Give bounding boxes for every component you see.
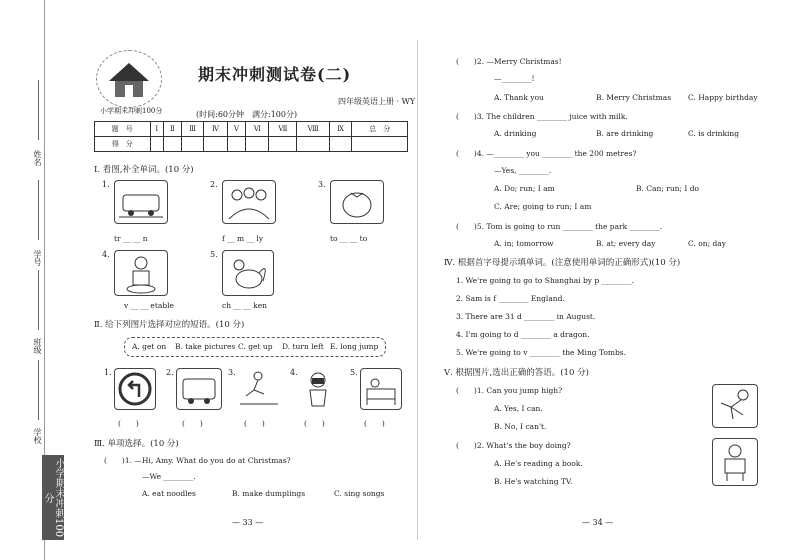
s3-q2-option-c: C. Happy birthday [688,93,758,102]
s4-line-2: 2. Sam is f ________ England. [456,294,565,303]
get-up-picture [360,368,402,410]
score-cell[interactable] [352,137,408,152]
score-header: Ⅳ [204,122,227,137]
tomato-picture [330,180,384,224]
vegetable-icon [115,251,167,295]
s2-num-4: 4. [290,368,298,377]
school-label: 学校 [33,428,42,444]
family-picture [222,180,276,224]
word-family: f __ m __ ly [222,234,264,243]
jumping-boy-icon [713,385,757,427]
tomato-icon [331,181,383,223]
s1-num-5: 5. [210,250,218,259]
page-title: 期末冲刺测试卷(二) [198,65,352,84]
s2-num-1: 1. [104,368,112,377]
score-cell[interactable] [269,137,297,152]
student-id-blank [38,180,39,240]
answer-bracket[interactable]: ( ) [304,419,325,428]
s2-num-2: 2. [166,368,174,377]
s3-q5-option-b: B. at; every day [596,239,656,248]
page-number-right: — 34 — [582,518,614,527]
score-table [94,121,408,152]
s3-q3-option-a: A. drinking [494,129,537,138]
class-blank [38,270,39,330]
s5-q2: ( )2. What's the boy doing? [456,441,571,450]
s3-q4-answer: —Yes, ________. [494,166,552,175]
score-header: Ⅴ [227,122,246,137]
s1-num-3: 3. [318,180,326,189]
answer-bracket[interactable]: ( ) [182,419,203,428]
section-3-title: Ⅲ. 单项选择。(10 分) [94,439,179,449]
jumping-picture [712,384,758,428]
s3-q4-option-c: C. Are; going to run; I am [494,202,592,211]
logo [96,50,162,108]
answer-bracket[interactable]: ( ) [244,419,265,428]
long-jump-picture [236,368,282,408]
boy-reading-icon [713,439,757,485]
s3-q5-option-a: A. in; tomorrow [494,239,554,248]
bus-picture [176,368,222,410]
answer-bracket[interactable]: ( ) [118,419,139,428]
word-chicken: ch __ __ ken [222,301,267,310]
s3-q2-option-a: A. Thank you [494,93,544,102]
chicken-picture [222,250,274,296]
option-e: E. long jump [330,342,379,351]
class-label: 班级 [33,338,42,354]
score-cell[interactable] [227,137,246,152]
s4-line-4: 4. I'm going to d ________ a dragon. [456,330,590,339]
brand-badge: 小学期末冲刺100分 [42,455,64,540]
score-header: Ⅵ [246,122,269,137]
s3-q4-option-b: B. Can; run; I do [636,184,700,193]
section-1-title: Ⅰ. 看图,补全单词。(10 分) [94,165,194,175]
s3-q1: ( )1. —Hi, Amy. What do you do at Christmas? [104,456,291,465]
score-header: Ⅱ [163,122,181,137]
score-cell[interactable] [204,137,227,152]
option-b: B. take pictures [175,342,236,351]
s3-q2-answer: —________! [494,74,535,83]
bed-icon [361,369,401,409]
s3-q2-option-b: B. Merry Christmas [596,93,672,102]
family-icon [223,181,275,223]
camera-boy-icon [298,368,338,408]
s4-line-3: 3. There are 31 d ________ in August. [456,312,596,321]
score-row-label: 得 分 [95,137,151,152]
name-blank [38,80,39,140]
s3-q4-option-a: A. Do; run; I am [494,184,555,193]
s1-num-1: 1. [102,180,110,189]
bus-icon [177,369,221,409]
score-header: Ⅶ [269,122,297,137]
s3-q3-option-b: B. are drinking [596,129,654,138]
s3-q5: ( )5. Tom is going to run ________ the park ________. [456,222,662,231]
train-picture [114,180,168,224]
s3-q1-option-a: A. eat noodles [142,489,196,498]
s4-line-5: 5. We're going to v ________ the Ming Tombs. [456,348,627,357]
score-header: 题 号 [95,122,151,137]
house-logo-icon [97,51,161,107]
s3-q1-option-b: B. make dumplings [232,489,306,498]
turn-left-sign-icon [115,369,155,409]
camera-picture [298,368,338,408]
boy-picture [712,438,758,486]
word-tomato: to __ __ to [330,234,368,243]
score-cell[interactable] [297,137,329,152]
s3-q1-answer: —We ________. [142,472,196,481]
word-train: tr __ __ n [114,234,148,243]
s3-q1-option-c: C. sing songs [334,489,385,498]
section-5-title: Ⅴ. 根据图片,选出正确的答语。(10 分) [444,368,589,378]
score-cell[interactable] [246,137,269,152]
s1-num-2: 2. [210,180,218,189]
option-d: D. turn left [282,342,324,351]
option-a: A. get on [132,342,167,351]
s3-q3: ( )3. The children ________ juice with milk. [456,112,628,121]
s5-q1-option-a: A. Yes, I can. [494,404,543,413]
score-header: 总 分 [352,122,408,137]
score-cell[interactable] [163,137,181,152]
s1-num-4: 4. [102,250,110,259]
score-header: Ⅲ [181,122,204,137]
s3-q3-option-c: C. is drinking [688,129,740,138]
word-vegetable: v __ __ etable [124,301,174,310]
logo-caption: 小学期末冲刺100分 [100,107,163,115]
chicken-icon [223,251,273,295]
option-c: C. get up [238,342,273,351]
s5-q1: ( )1. Can you jump high? [456,386,563,395]
s5-q1-option-b: B. No, I can't. [494,422,547,431]
s2-num-5: 5. [350,368,358,377]
name-label: 姓名 [33,150,42,166]
school-blank [38,360,39,420]
vegetable-picture [114,250,168,296]
section-2-title: Ⅱ. 给下列图片选择对应的短语。(10 分) [94,320,245,330]
page-number-left: — 33 — [232,518,264,527]
s5-q2-option-b: B. He's watching TV. [494,477,573,486]
answer-bracket[interactable]: ( ) [364,419,385,428]
long-jump-icon [236,368,282,408]
s2-num-3: 3. [228,368,236,377]
score-header: Ⅷ [297,122,329,137]
s3-q5-option-c: C. on; day [688,239,727,248]
s4-line-1: 1. We're going to go to Shanghai by p ________. [456,276,634,285]
score-header: Ⅸ [329,122,352,137]
section-4-title: Ⅳ. 根据首字母提示填单词。(注意使用单词的正确形式)(10 分) [444,258,681,268]
score-cell[interactable] [329,137,352,152]
s3-q2: ( )2. —Merry Christmas! [456,57,562,66]
turn-left-picture [114,368,156,410]
page-fold [417,40,418,540]
time-score: (时间:60分钟 满分:100分) [196,110,298,119]
score-cell[interactable] [150,137,163,152]
score-cell[interactable] [181,137,204,152]
student-id-label: 学号 [33,250,42,266]
train-icon [115,181,167,223]
score-header: Ⅰ [150,122,163,137]
s5-q2-option-a: A. He's reading a book. [494,459,583,468]
s3-q4: ( )4. —________ you ________ the 200 metres? [456,149,637,158]
grade-label: 四年级英语上册 · WY [338,97,416,106]
